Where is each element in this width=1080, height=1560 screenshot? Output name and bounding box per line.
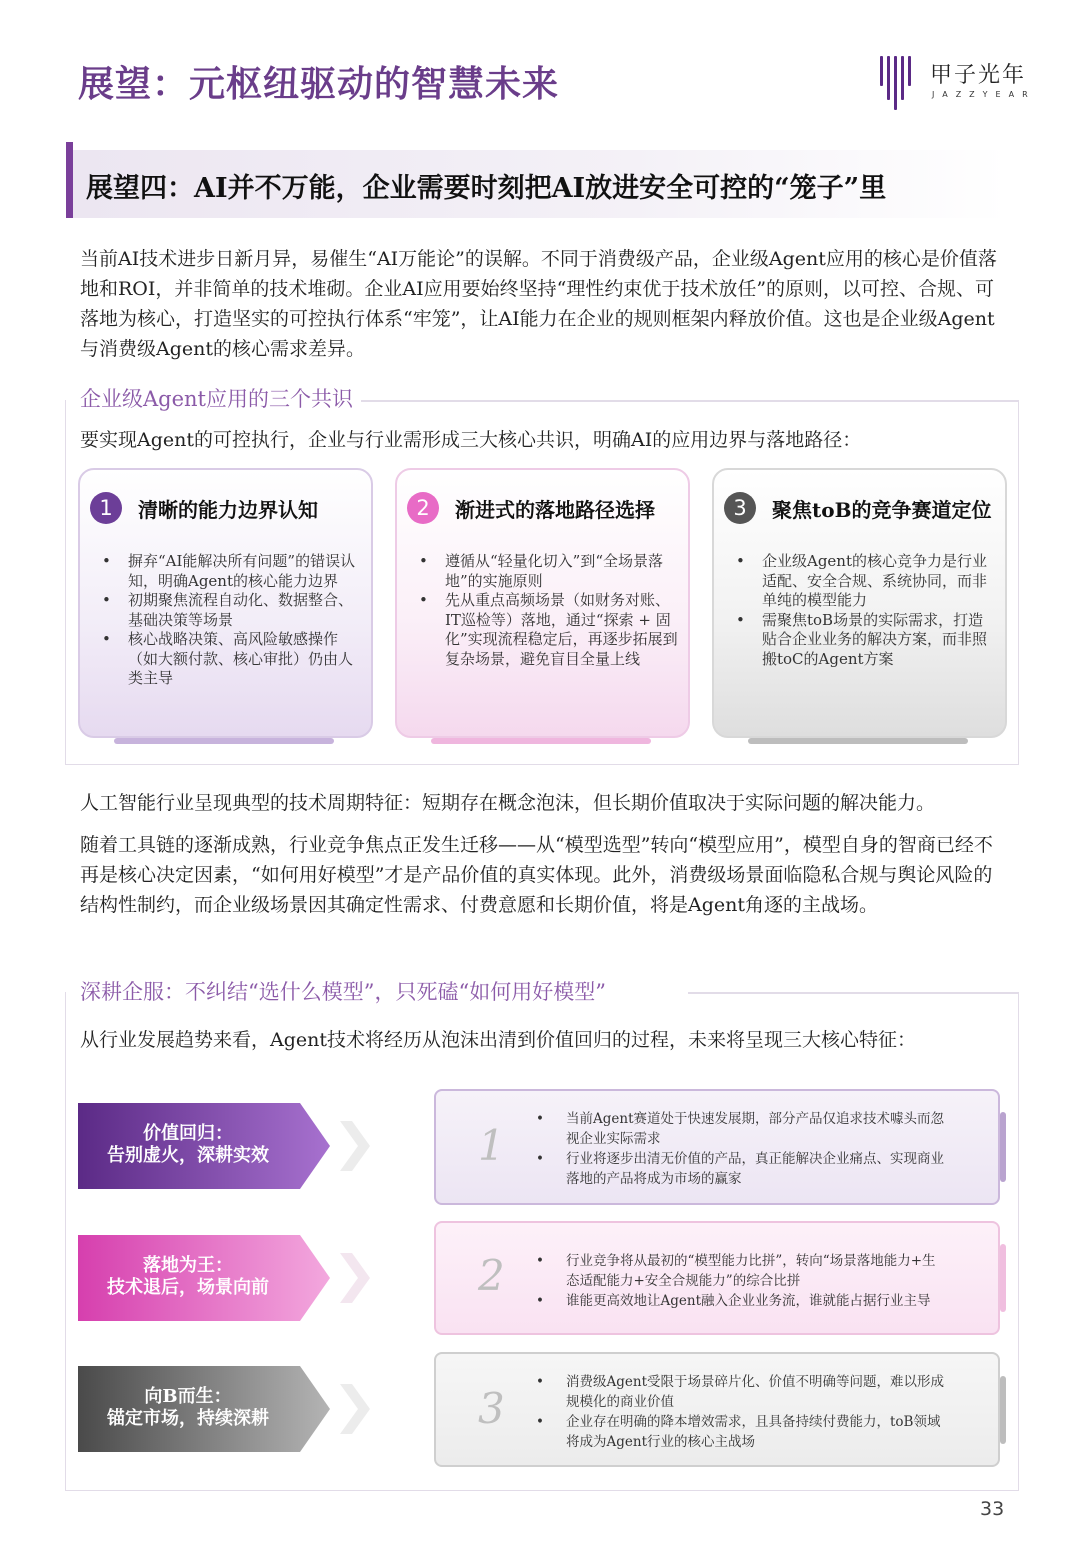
consensus-lead: 要实现Agent的可控执行，企业与行业需形成三大核心共识，明确AI的应用边界与落地路径： xyxy=(80,429,862,451)
card-bullet: • 遵循从“轻量化切入”到“全场景落地”的实施原则 xyxy=(419,552,681,591)
page-number: 33 xyxy=(980,1498,1005,1520)
card-title: 清晰的能力边界认知 xyxy=(138,498,318,522)
card-bullet-list xyxy=(102,552,364,689)
chevron-right-icon xyxy=(340,1121,370,1171)
card-bullet-list xyxy=(736,552,998,669)
intro-paragraph: 当前AI技术进步日新月异，易催生“AI万能论”的误解。不同于消费级产品，企业级Agent应用的核心是价值落地和ROI，并非简单的技术堆砌。企业AI应用要始终坚持“理性约束优于技术放任”的原则，以可控、合规、可落地为核心，打造坚实的可控执行体系“牢笼”，让AI能力在企业的规则框架内释放价值。这也是企业级Agent与消费级Agent的核心需求差异。 xyxy=(80,248,997,360)
trend-number: 3 xyxy=(478,1384,505,1433)
trends-frame-top-line xyxy=(688,992,1018,994)
trend-bullet-list xyxy=(536,1372,946,1452)
card-title: 聚焦toB的竞争赛道定位 xyxy=(772,498,992,522)
trend-info-box-3 xyxy=(434,1352,1000,1467)
trends-lead: 从行业发展趋势来看，Agent技术将经历从泡沫出清到价值回归的过程，未来将呈现三大核心特征： xyxy=(80,1029,917,1051)
logo-bars-icon xyxy=(880,56,920,110)
card-bullet: • 企业级Agent的核心竞争力是行业适配、安全合规、系统协同，而非单纯的模型能力 xyxy=(736,552,998,611)
card-bullet-list xyxy=(419,552,681,669)
consensus-card-2 xyxy=(395,468,690,738)
trend-bullet-list xyxy=(536,1109,946,1189)
trend-bullet-list xyxy=(536,1251,946,1311)
card-bullet: • 摒弃“AI能解决所有问题”的错误认知，明确Agent的核心能力边界 xyxy=(102,552,364,591)
trend-bullet: • 企业存在明确的降本增效需求，且具备持续付费能力，toB领域将成为Agent行业的核心主战场 xyxy=(536,1412,946,1452)
card-2-base-shadow xyxy=(431,738,651,744)
brand-logo xyxy=(880,52,1036,112)
trends-heading: 深耕企服：不纠结“选什么模型”，只死磕“如何用好模型” xyxy=(80,976,614,1006)
card-title: 渐进式的落地路径选择 xyxy=(455,498,655,522)
card-bullet: • 先从重点高频场景（如财务对账、IT巡检等）落地，通过“探索 + 固化”实现流程稳定后，再逐步拓展到复杂场景，避免盲目全量上线 xyxy=(419,591,681,669)
card-bullet: • 初期聚焦流程自动化、数据整合、基础决策等场景 xyxy=(102,591,364,630)
trend-number: 2 xyxy=(478,1251,505,1300)
consensus-card-3 xyxy=(712,468,1007,738)
consensus-card-1 xyxy=(78,468,373,738)
trend-bullet: • 行业竞争将从最初的“模型能力比拼”，转向“场景落地能力+生态适配能力+安全合规能力”的综合比拼 xyxy=(536,1251,946,1291)
card-bullet: • 需聚焦toB场景的实际需求，打造贴合企业业务的解决方案，而非照搬toC的Agent方案 xyxy=(736,611,998,670)
page-title: 展望：元枢纽驱动的智慧未来 xyxy=(78,63,560,105)
trend-label-line-2: 锚定市场，持续深耕 xyxy=(107,1408,269,1429)
competition-paragraph: 随着工具链的逐渐成熟，行业竞争焦点正发生迁移——从“模型选型”转向“模型应用”，模型自身的智商已经不再是核心决定因素，“如何用好模型”才是产品价值的真实体现。此外，消费级场景面临隐私合规与舆论风险的结构性制约，而企业级场景因其确定性需求、付费意愿和长期价值，将是Agent角逐的主战场。 xyxy=(80,834,993,916)
trend-box-edge-1 xyxy=(1000,1112,1006,1182)
chevron-right-icon xyxy=(340,1253,370,1303)
trend-label-line-1: 向B而生： xyxy=(144,1386,232,1407)
trend-arrow-1 xyxy=(78,1103,330,1189)
trend-arrow-2 xyxy=(78,1235,330,1321)
card-number-badge: 1 xyxy=(90,492,122,524)
card-bullet: • 核心战略决策、高风险敏感操作（如大额付款、核心审批）仍由人类主导 xyxy=(102,630,364,689)
cycle-paragraph: 人工智能行业呈现典型的技术周期特征：短期存在概念泡沫，但长期价值取决于实际问题的解决能力。 xyxy=(80,792,936,814)
chevron-right-icon xyxy=(340,1384,370,1434)
trend-bullet: • 消费级Agent受限于场景碎片化、价值不明确等问题，难以形成规模化的商业价值 xyxy=(536,1372,946,1412)
card-number-badge: 2 xyxy=(407,492,439,524)
logo-chinese-name: 甲子光年 xyxy=(930,63,1027,88)
trend-label-line-2: 技术退后，场景向前 xyxy=(107,1277,269,1298)
trend-label-line-2: 告别虚火，深耕实效 xyxy=(107,1145,269,1166)
section-title: 展望四：AI并不万能，企业需要时刻把AI放进安全可控的“笼子”里 xyxy=(86,173,887,204)
trend-label-line-1: 落地为王： xyxy=(143,1255,233,1276)
consensus-frame-top-line xyxy=(360,400,1018,402)
trend-bullet: • 谁能更高效地让Agent融入企业业务流，谁就能占据行业主导 xyxy=(536,1291,946,1311)
trend-box-edge-3 xyxy=(1000,1376,1006,1444)
trend-info-box-1 xyxy=(434,1089,1000,1205)
card-3-base-shadow xyxy=(748,738,968,744)
trend-box-edge-2 xyxy=(1000,1244,1006,1312)
trend-bullet: • 当前Agent赛道处于快速发展期，部分产品仅追求技术噱头而忽视企业实际需求 xyxy=(536,1109,946,1149)
trend-bullet: • 行业将逐步出清无价值的产品，真正能解决企业痛点、实现商业落地的产品将成为市场的赢家 xyxy=(536,1149,946,1189)
logo-english-name: JAZZYEAR xyxy=(932,90,1036,99)
section-accent-bar xyxy=(66,142,73,218)
trend-info-box-2 xyxy=(434,1221,1000,1335)
trend-number: 1 xyxy=(478,1121,505,1170)
card-number-badge: 3 xyxy=(724,492,756,524)
trend-arrow-3 xyxy=(78,1366,330,1452)
card-1-base-shadow xyxy=(114,738,334,744)
trend-label-line-1: 价值回归： xyxy=(143,1123,233,1144)
consensus-heading: 企业级Agent应用的三个共识 xyxy=(80,383,361,413)
